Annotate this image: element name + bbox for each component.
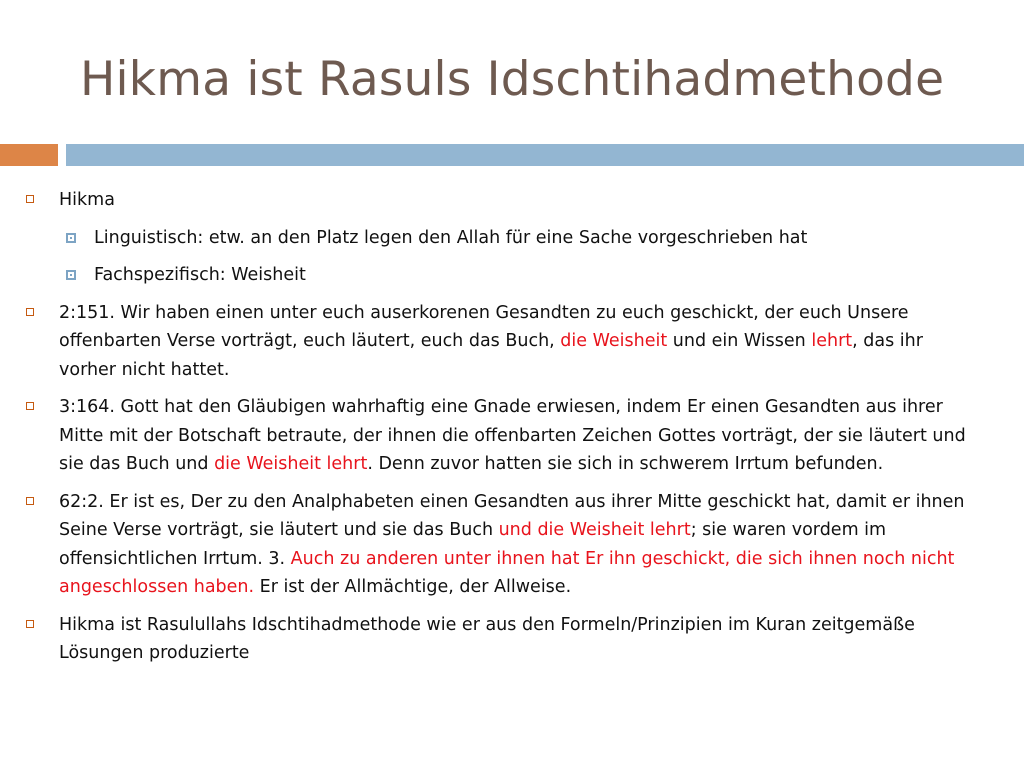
sub-bullet-linguistisch — [26, 224, 976, 253]
bullet-62-2 — [26, 488, 976, 602]
text-part: Er ist der Allmächtige, der Allweise. — [254, 577, 572, 597]
text-part: 3:164. Gott hat den Gläubigen wahrhaftig eine Gnade erwiesen, indem Er einen Gesandten aus ihrer Mitte mit der Botschaft betraute, der ihnen die offenbarten Zeichen Gottes vorträgt, der sie läutert und sie das Buch und — [59, 397, 966, 474]
square-bullet-icon — [26, 620, 34, 628]
highlight-text: die Weisheit lehrt — [214, 454, 368, 474]
sub-bullet-text: Fachspezifisch: Weisheit — [94, 265, 306, 285]
bullet-hikma — [26, 186, 976, 215]
bullet-conclusion — [26, 611, 976, 668]
slide-content — [26, 186, 976, 677]
slide-title: Hikma ist Rasuls Idschtihadmethode — [80, 52, 945, 107]
square-dot-bullet-icon — [66, 270, 76, 280]
bullet-2-151 — [26, 299, 976, 385]
bullet-text: Hikma — [59, 190, 115, 210]
text-part: und ein Wissen — [667, 331, 812, 351]
highlight-text: Auch zu anderen unter ihnen hat Er ihn geschickt, die sich ihnen noch nicht angeschlossen haben. — [59, 548, 955, 597]
sub-bullet-fachspezifisch — [26, 261, 976, 290]
text-part: 62:2. Er ist es, Der zu den Analphabeten einen Gesandten aus ihrer Mitte geschickt hat, damit er ihnen Seine Verse vorträgt, sie läutert und sie das Buch — [59, 491, 965, 540]
square-bullet-icon — [26, 195, 34, 203]
text-part: . Denn zuvor hatten sie sich in schwerem Irrtum befunden. — [367, 454, 884, 474]
bullet-text: Hikma ist Rasulullahs Idschtihadmethode wie er aus den Formeln/Prinzipien im Kuran zeitgemäße Lösungen produzierte — [59, 614, 915, 663]
text-part: 2:151. Wir haben einen unter euch auserkorenen Gesandten zu euch geschickt, der euch Unsere offenbarten Verse vorträgt, euch läutert, euch das Buch, — [59, 302, 909, 351]
highlight-text: lehrt — [811, 331, 853, 351]
highlight-text: die Weisheit — [560, 331, 668, 351]
highlight-text: und die Weisheit lehrt — [498, 520, 691, 540]
accent-bar-orange — [0, 144, 58, 166]
accent-bar-blue — [66, 144, 1024, 166]
text-part: , das ihr vorher nicht hattet. — [59, 331, 923, 380]
square-bullet-icon — [26, 497, 34, 505]
square-dot-bullet-icon — [66, 233, 76, 243]
text-part: ; sie waren vordem im offensichtlichen Irrtum. 3. — [59, 520, 887, 569]
square-bullet-icon — [26, 402, 34, 410]
sub-bullet-text: Linguistisch: etw. an den Platz legen den Allah für eine Sache vorgeschrieben hat — [94, 227, 808, 248]
bullet-3-164 — [26, 393, 976, 479]
square-bullet-icon — [26, 308, 34, 316]
